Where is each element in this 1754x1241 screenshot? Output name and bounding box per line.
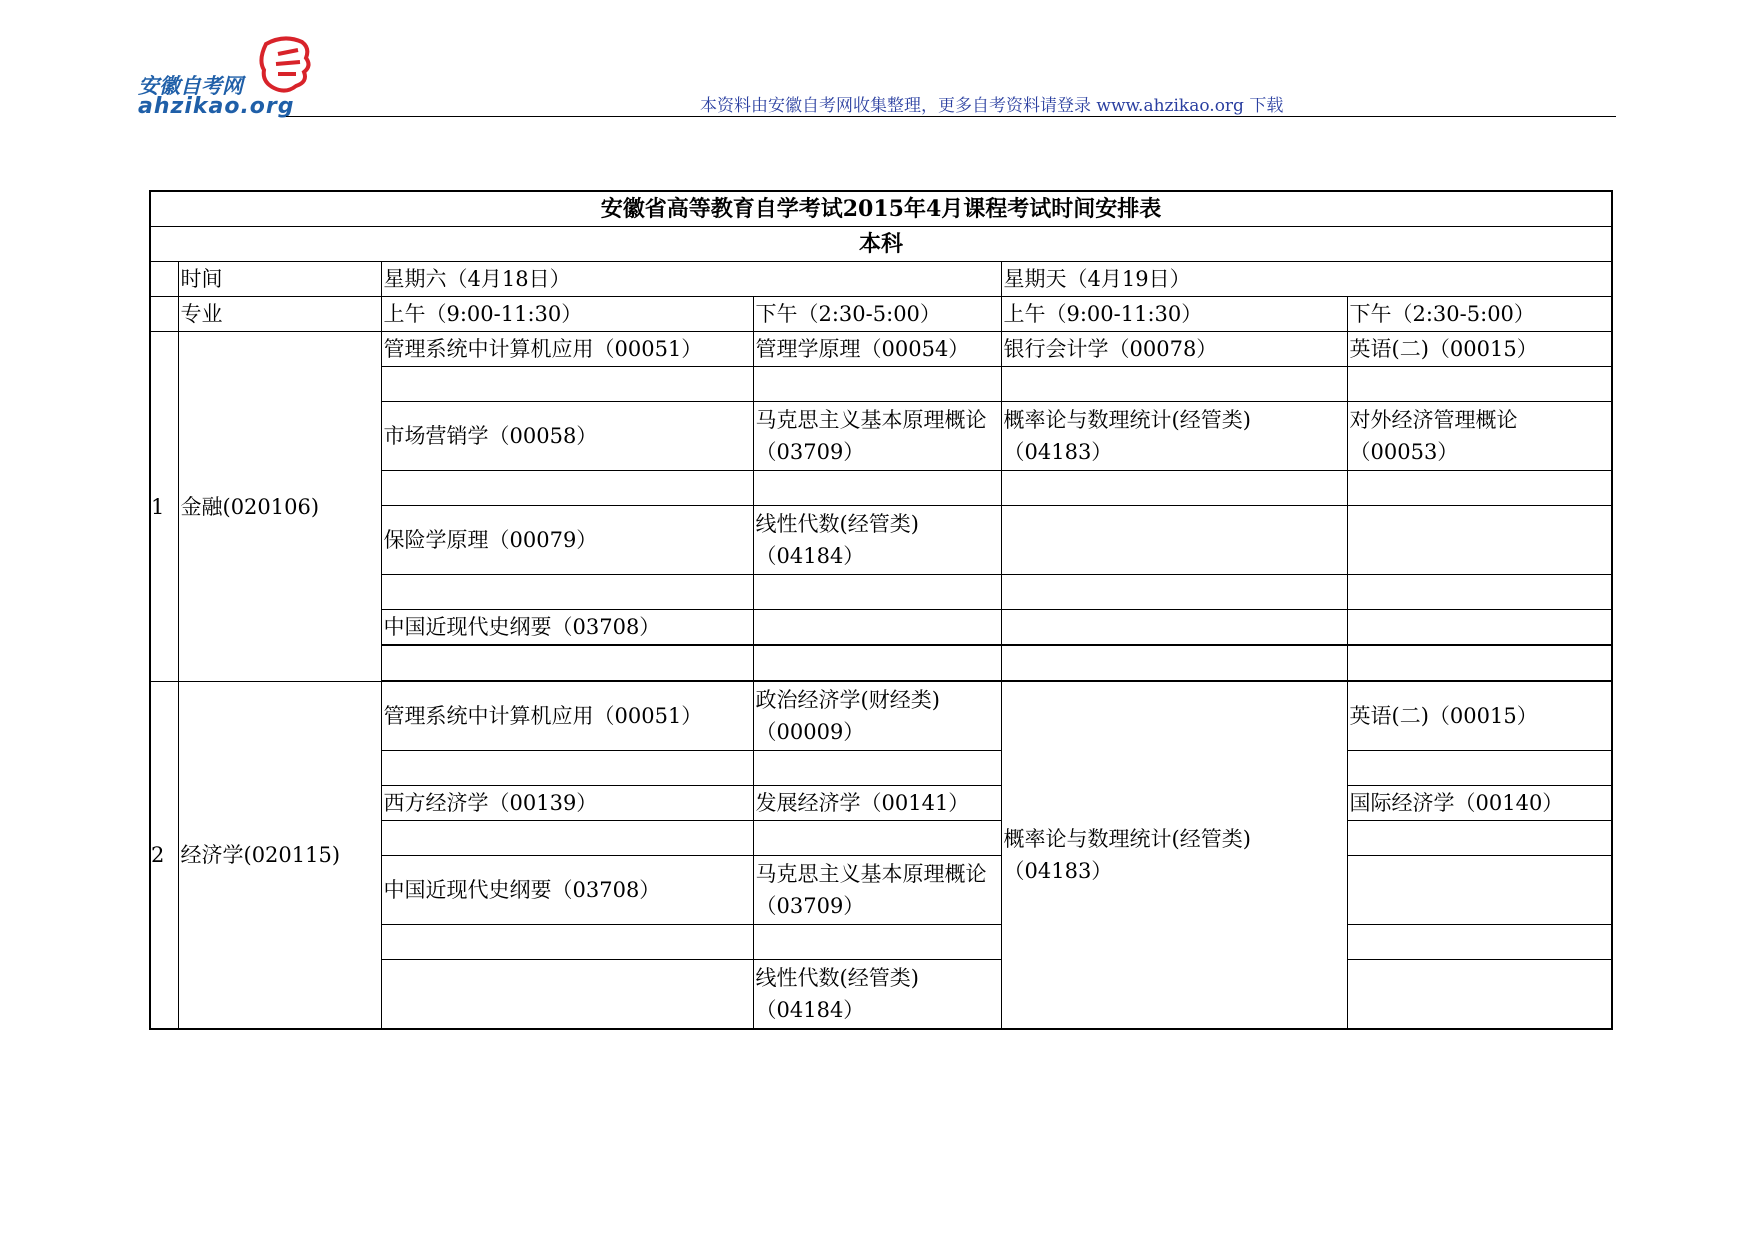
empty-cell (1001, 610, 1347, 646)
table-row (150, 297, 1612, 332)
header-divider (286, 116, 1616, 117)
course-cell: 中国近现代史纲要（03708） (381, 856, 753, 925)
empty-cell (753, 610, 1001, 646)
course-cell: 对外经济管理概论（00053） (1347, 402, 1612, 471)
major-name: 经济学(020115) (178, 682, 381, 1030)
course-cell: 管理系统中计算机应用（00051） (381, 332, 753, 367)
empty-cell (1347, 856, 1612, 925)
table-row (150, 682, 1612, 751)
course-cell: 政治经济学(财经类)（00009） (753, 682, 1001, 751)
course-cell: 发展经济学（00141） (753, 786, 1001, 821)
course-cell: 线性代数(经管类)（04184） (753, 506, 1001, 575)
empty-cell (1347, 367, 1612, 402)
empty-cell (753, 821, 1001, 856)
sunday-pm-header: 下午（2:30-5:00） (1347, 297, 1612, 332)
empty-cell (753, 645, 1001, 681)
course-cell: 市场营销学（00058） (381, 402, 753, 471)
empty-cell (1347, 925, 1612, 960)
empty-cell (1347, 471, 1612, 506)
empty-cell (753, 367, 1001, 402)
empty-cell (1347, 960, 1612, 1030)
download-notice: 本资料由安徽自考网收集整理，更多自考资料请登录 www.ahzikao.org 下载 (700, 96, 1284, 116)
course-cell: 英语(二)（00015） (1347, 682, 1612, 751)
course-cell: 管理学原理（00054） (753, 332, 1001, 367)
course-cell: 保险学原理（00079） (381, 506, 753, 575)
course-cell: 银行会计学（00078） (1001, 332, 1347, 367)
major-number: 2 (150, 682, 178, 1030)
sunday-am-header: 上午（9:00-11:30） (1001, 297, 1347, 332)
course-cell: 概率论与数理统计(经管类)（04183） (1001, 682, 1347, 1030)
empty-cell (1001, 471, 1347, 506)
logo-domain-text: ahzikao.org (138, 94, 295, 119)
empty-cell (381, 471, 753, 506)
course-cell: 中国近现代史纲要（03708） (381, 610, 753, 646)
table-row (150, 332, 1612, 367)
empty-cell (753, 751, 1001, 786)
empty-cell (753, 575, 1001, 610)
page-header (0, 0, 1754, 125)
time-label: 时间 (178, 262, 381, 297)
major-name: 金融(020106) (178, 332, 381, 682)
table-row (150, 262, 1612, 297)
empty-cell (1347, 645, 1612, 681)
hand-logo-icon (256, 36, 312, 96)
course-cell: 国际经济学（00140） (1347, 786, 1612, 821)
empty-cell (381, 645, 753, 681)
empty-cell (1347, 821, 1612, 856)
empty-cell (1001, 367, 1347, 402)
course-cell: 西方经济学（00139） (381, 786, 753, 821)
empty-cell (1001, 645, 1347, 681)
table-cell (150, 262, 178, 297)
empty-cell (381, 821, 753, 856)
empty-cell (1347, 506, 1612, 575)
site-logo (134, 36, 324, 120)
empty-cell (1001, 575, 1347, 610)
empty-cell (1347, 575, 1612, 610)
saturday-am-header: 上午（9:00-11:30） (381, 297, 753, 332)
table-title: 安徽省高等教育自学考试2015年4月课程考试时间安排表 (150, 191, 1612, 227)
empty-cell (381, 960, 753, 1030)
saturday-header: 星期六（4月18日） (381, 262, 1001, 297)
empty-cell (1001, 506, 1347, 575)
empty-cell (1347, 610, 1612, 646)
major-number: 1 (150, 332, 178, 682)
empty-cell (381, 925, 753, 960)
course-cell: 概率论与数理统计(经管类)（04183） (1001, 402, 1347, 471)
empty-cell (381, 575, 753, 610)
course-cell: 线性代数(经管类)（04184） (753, 960, 1001, 1030)
course-cell: 管理系统中计算机应用（00051） (381, 682, 753, 751)
course-cell: 英语(二)（00015） (1347, 332, 1612, 367)
sunday-header: 星期天（4月19日） (1001, 262, 1612, 297)
saturday-pm-header: 下午（2:30-5:00） (753, 297, 1001, 332)
course-cell: 马克思主义基本原理概论（03709） (753, 856, 1001, 925)
major-label: 专业 (178, 297, 381, 332)
empty-cell (1347, 751, 1612, 786)
empty-cell (381, 367, 753, 402)
empty-cell (753, 471, 1001, 506)
empty-cell (381, 751, 753, 786)
exam-schedule-table (149, 190, 1613, 1030)
course-cell: 马克思主义基本原理概论（03709） (753, 402, 1001, 471)
logo-chinese-text: 安徽自考网 (138, 74, 243, 98)
empty-cell (753, 925, 1001, 960)
table-subtitle: 本科 (150, 227, 1612, 262)
table-cell (150, 297, 178, 332)
